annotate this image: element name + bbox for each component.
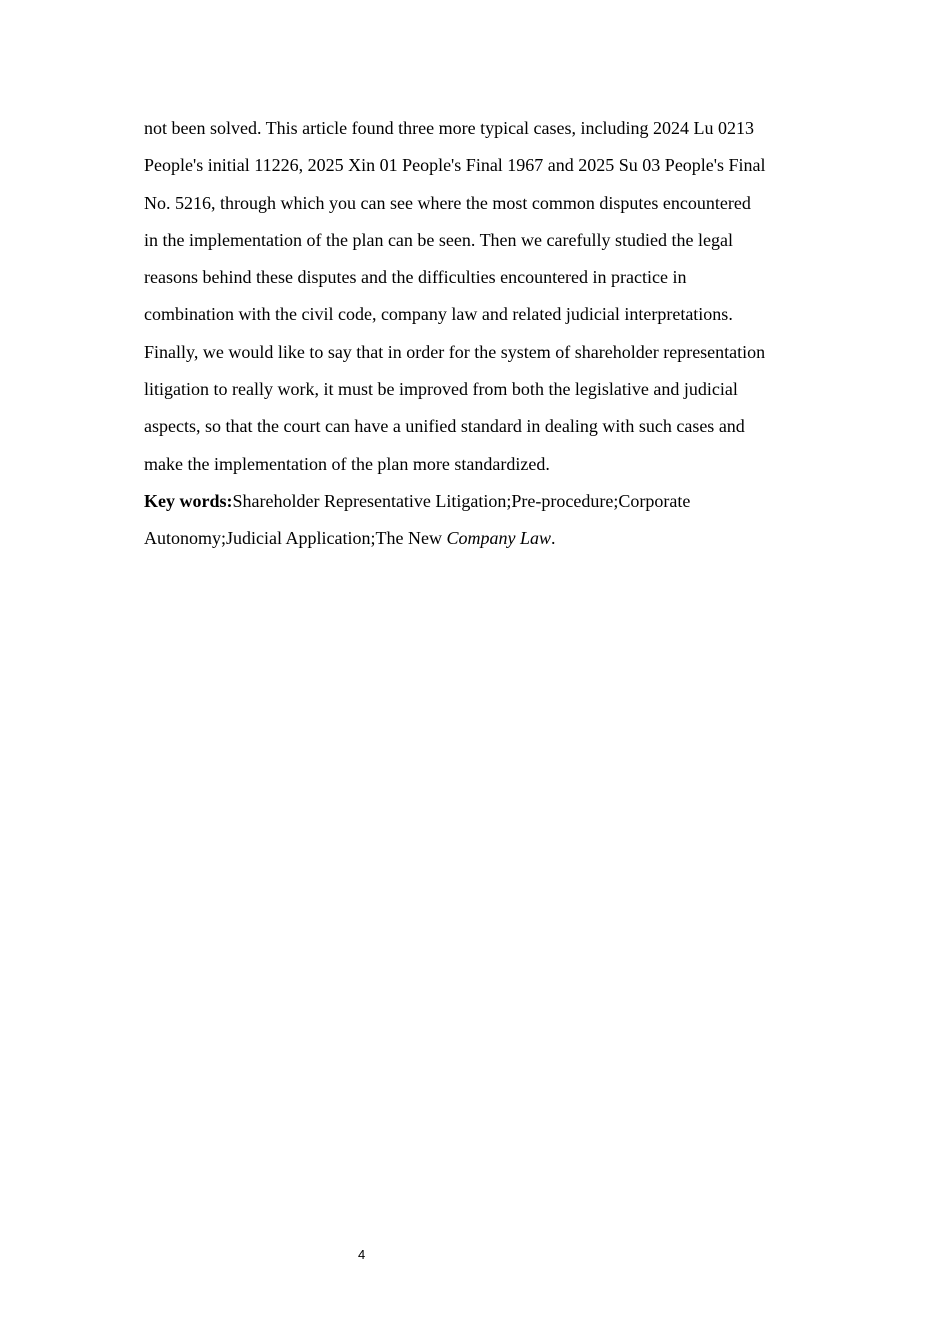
abstract-line: in the implementation of the plan can be seen. Then we carefully studied the legal	[144, 229, 733, 250]
abstract-line: No. 5216, through which you can see where the most common disputes encountered	[144, 192, 751, 213]
abstract-line: People's initial 11226, 2025 Xin 01 People's Final 1967 and 2025 Su 03 People's Final	[144, 155, 766, 176]
abstract-body	[144, 110, 814, 558]
page-number: 4	[358, 1247, 366, 1262]
abstract-line: litigation to really work, it must be improved from both the legislative and judicial	[144, 379, 738, 400]
keywords-text-2: Autonomy;Judicial Application;The New	[144, 528, 447, 549]
abstract-line: Finally, we would like to say that in order for the system of shareholder representation	[144, 341, 766, 362]
abstract-line: combination with the civil code, company law and related judicial interpretations.	[144, 304, 733, 325]
abstract-line: make the implementation of the plan more standardized.	[144, 453, 550, 474]
keywords-line-1	[144, 483, 814, 520]
keywords-label: Key words:	[144, 490, 233, 511]
keywords-text-1: Shareholder Representative Litigation;Pre-procedure;Corporate	[232, 490, 691, 511]
keywords-end-punct: .	[550, 528, 556, 549]
abstract-line: not been solved. This article found three more typical cases, including 2024 Lu 0213	[144, 118, 755, 138]
abstract-line: reasons behind these disputes and the difficulties encountered in practice in	[144, 267, 687, 288]
keywords-line-2	[144, 520, 814, 557]
keywords-italic-title: Company Law	[446, 528, 551, 549]
abstract-line: aspects, so that the court can have a unified standard in dealing with such cases and	[144, 416, 745, 437]
